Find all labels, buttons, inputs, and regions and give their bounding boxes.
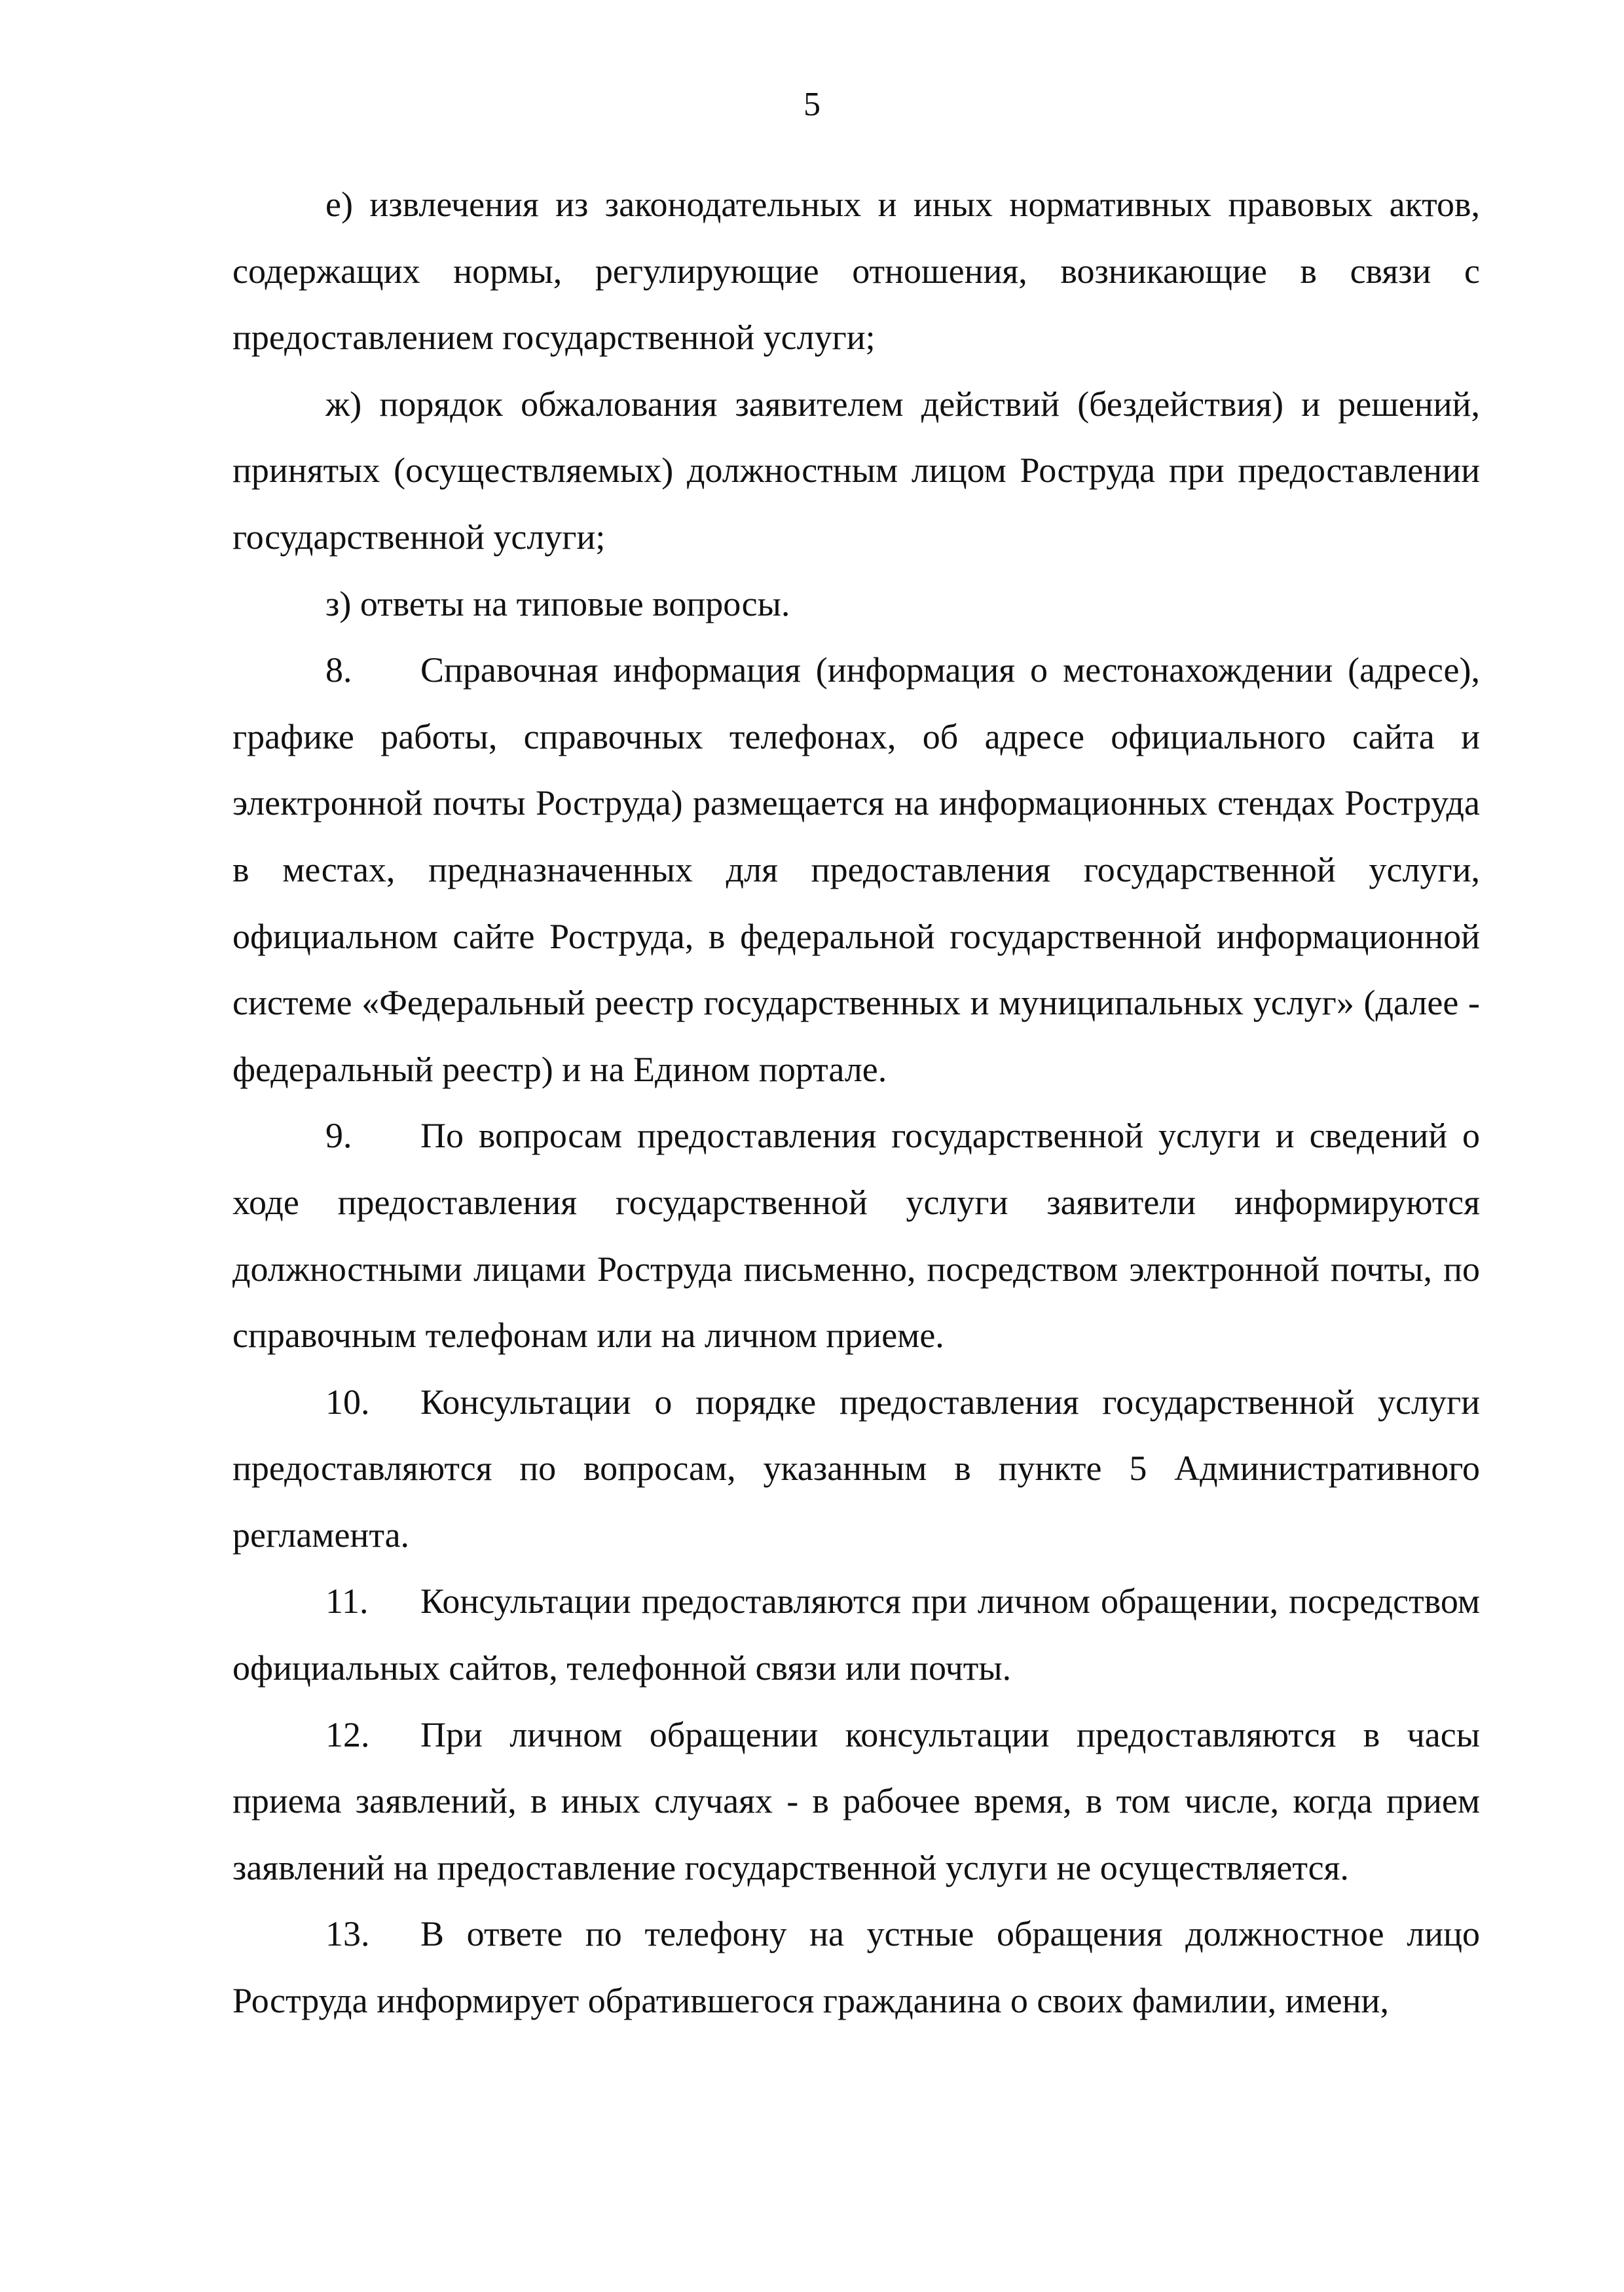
paragraph-12 [232, 1702, 1480, 1902]
paragraph-text: По вопросам предоставления государственной услуги и сведений о ходе предоставления государственной услуги заявители информируются должностными лицами Роструда письменно, посредством электронной почты, по справочным телефонам или на личном приеме. [232, 1116, 1480, 1356]
paragraph-text: Консультации предоставляются при личном обращении, посредством официальных сайтов, телефонной связи или почты. [232, 1581, 1480, 1688]
paragraph-text: В ответе по телефону на устные обращения должностное лицо Роструда информирует обратившегося гражданина о своих фамилии, имени, [232, 1914, 1480, 2021]
paragraph-number: 11. [325, 1581, 369, 1621]
paragraph-z [232, 571, 1480, 638]
paragraph-number: 13. [325, 1914, 370, 1954]
paragraph-text: При личном обращении консультации предоставляются в часы приема заявлений, в иных случаях - в рабочее время, в том числе, когда прием заявлений на предоставление государственной услуги не осуществляется. [232, 1714, 1480, 1887]
paragraph-text: Справочная информация (информация о местонахождении (адресе), графике работы, справочных телефонах, об адресе официального сайта и электронной почты Роструда) размещается на информационных стендах Роструда в местах, предназначенных для предоставления государственной услуги, официальном сайте Роструда, в федеральной государственной информационной системе «Федеральный реестр государственных и муниципальных услуг» (далее - федеральный реестр) и на Едином портале. [232, 650, 1480, 1089]
paragraph-text: е) извлечения из законодательных и иных нормативных правовых актов, содержащих нормы, регулирующие отношения, возникающие в связи с предоставлением государственной услуги; [232, 185, 1480, 358]
paragraph-8 [232, 637, 1480, 1103]
paragraph-number: 12. [325, 1714, 370, 1754]
document-body [232, 172, 1480, 2035]
paragraph-number: 10. [325, 1382, 370, 1422]
paragraph-e [232, 172, 1480, 371]
paragraph-number: 9. [325, 1116, 352, 1156]
paragraph-13 [232, 1901, 1480, 2034]
paragraph-9 [232, 1103, 1480, 1369]
paragraph-zh [232, 371, 1480, 571]
page-number: 5 [803, 86, 821, 123]
paragraph-text: Консультации о порядке предоставления государственной услуги предоставляются по вопросам, указанным в пункте 5 Административного регламента. [232, 1382, 1480, 1555]
paragraph-11 [232, 1568, 1480, 1701]
paragraph-number: 8. [325, 650, 352, 690]
paragraph-text: з) ответы на типовые вопросы. [325, 583, 790, 623]
paragraph-text: ж) порядок обжалования заявителем действий (бездействия) и решений, принятых (осуществляемых) должностным лицом Роструда при предоставлении государственной услуги; [232, 384, 1480, 557]
paragraph-10 [232, 1369, 1480, 1569]
